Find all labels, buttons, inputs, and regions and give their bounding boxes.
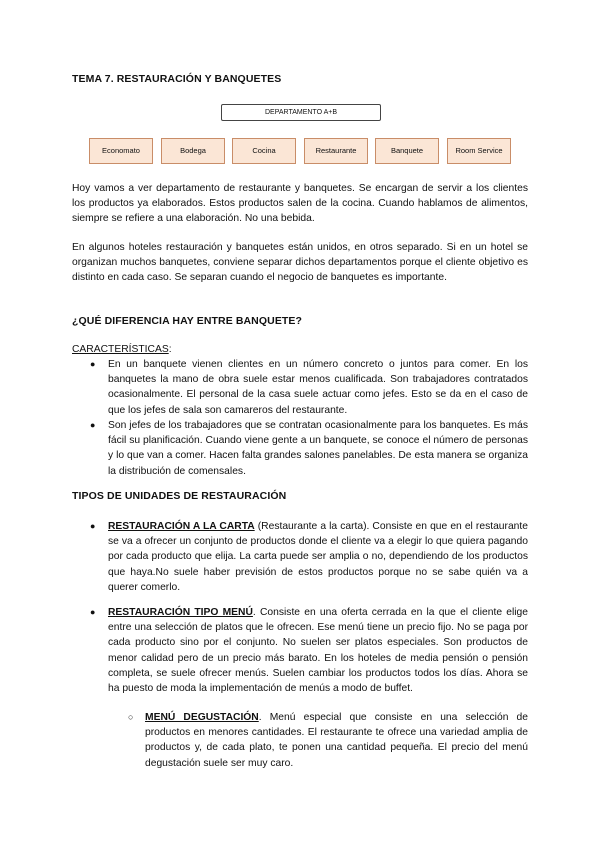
page-title: TEMA 7. RESTAURACIÓN Y BANQUETES: [72, 73, 282, 85]
list-item-subtype-degustacion: MENÚ DEGUSTACIÓN. Menú especial que consiste en una selección de productos en menores cantidades. El restaurante te ofrece una variedad amplia de productos y, de cada plato, te ponen una cantidad pequeña. El precio del menú degustación suele ser muy caro.: [145, 712, 528, 769]
list-item-type-carta: RESTAURACIÓN A LA CARTA (Restaurante a la carta). Consiste en que en el restaurante se va a ofrecer un conjunto de productos donde el cliente va a elegir lo que quiera pagando por cada producto que elija. La carta puede ser amplia o no, dependiendo de los productos que haya.No suele haber previsión de estos productos porque no se sabe quién va a querer comerlo.: [108, 521, 528, 593]
bullet-icon: ●: [90, 521, 96, 531]
section-heading-difference: ¿QUÉ DIFERENCIA HAY ENTRE BANQUETE?: [72, 315, 303, 327]
diagram-box-bodega: Bodega: [161, 138, 225, 164]
diagram-top-box: DEPARTAMENTO A+B: [221, 104, 381, 121]
list-item-characteristic-1: En un banquete vienen clientes en un número concreto o juntos para comer. En los banquetes la mano de obra suele estar menos cualificada. Son trabajadores contratados ocasionalmente. El personal de la casa suele actuar como jefes. Esto se da en el caso de que los jefes de sala son camareros del restaurante.: [108, 359, 528, 416]
characteristics-label: CARACTERÍSTICAS:: [72, 344, 172, 355]
hollow-bullet-icon: ○: [128, 712, 134, 722]
diagram-box-cocina: Cocina: [232, 138, 296, 164]
bullet-icon: ●: [90, 607, 96, 617]
diagram-box-economato: Economato: [89, 138, 153, 164]
diagram-box-room-service: Room Service: [447, 138, 511, 164]
section-heading-types: TIPOS DE UNIDADES DE RESTAURACIÓN: [72, 490, 287, 502]
paragraph-hotels: En algunos hoteles restauración y banquetes están unidos, en otros separado. Si en un hotel se organizan muchos banquetes, conviene separar dichos departamentos porque el cliente objetivo es distinto en cada caso. Se separan cuando el negocio de banquetes es importante.: [72, 242, 528, 284]
paragraph-intro: Hoy vamos a ver departamento de restaurante y banquetes. Se encargan de servir a los clientes los productos ya elaborados. Estos productos salen de la cocina. Cuando hablamos de alimentos, siempre se refiere a una elaboración. No una bebida.: [72, 183, 528, 225]
list-item-type-menu: RESTAURACIÓN TIPO MENÚ. Consiste en una oferta cerrada en la que el cliente elige entre una selección de platos que le ofrecen. Ese menú tiene un precio fijo. No se paga por cada producto sino por el conjunto. No suelen ser platos especiales. Son productos de menor calidad pero de un precio más barato. En los hoteles de media pensión o pensión completa, se suele ofrecer menús. Suelen cambiar los productos todos los días. Ahora se ha puesto de moda la implementación de menús a modo de buffet.: [108, 607, 528, 695]
bullet-icon: ●: [90, 359, 96, 369]
bullet-icon: ●: [90, 420, 96, 430]
diagram-box-banquete: Banquete: [375, 138, 439, 164]
list-item-characteristic-2: Son jefes de los trabajadores que se contratan ocasionalmente para los banquetes. Es más fácil su planificación. Cuando viene gente a un banquete, se conoce el número de personas y lo que van a comer. Hacen falta grandes salones panelables. De esta manera se organiza la distribución de comensales.: [108, 420, 528, 477]
diagram-box-restaurante: Restaurante: [304, 138, 368, 164]
